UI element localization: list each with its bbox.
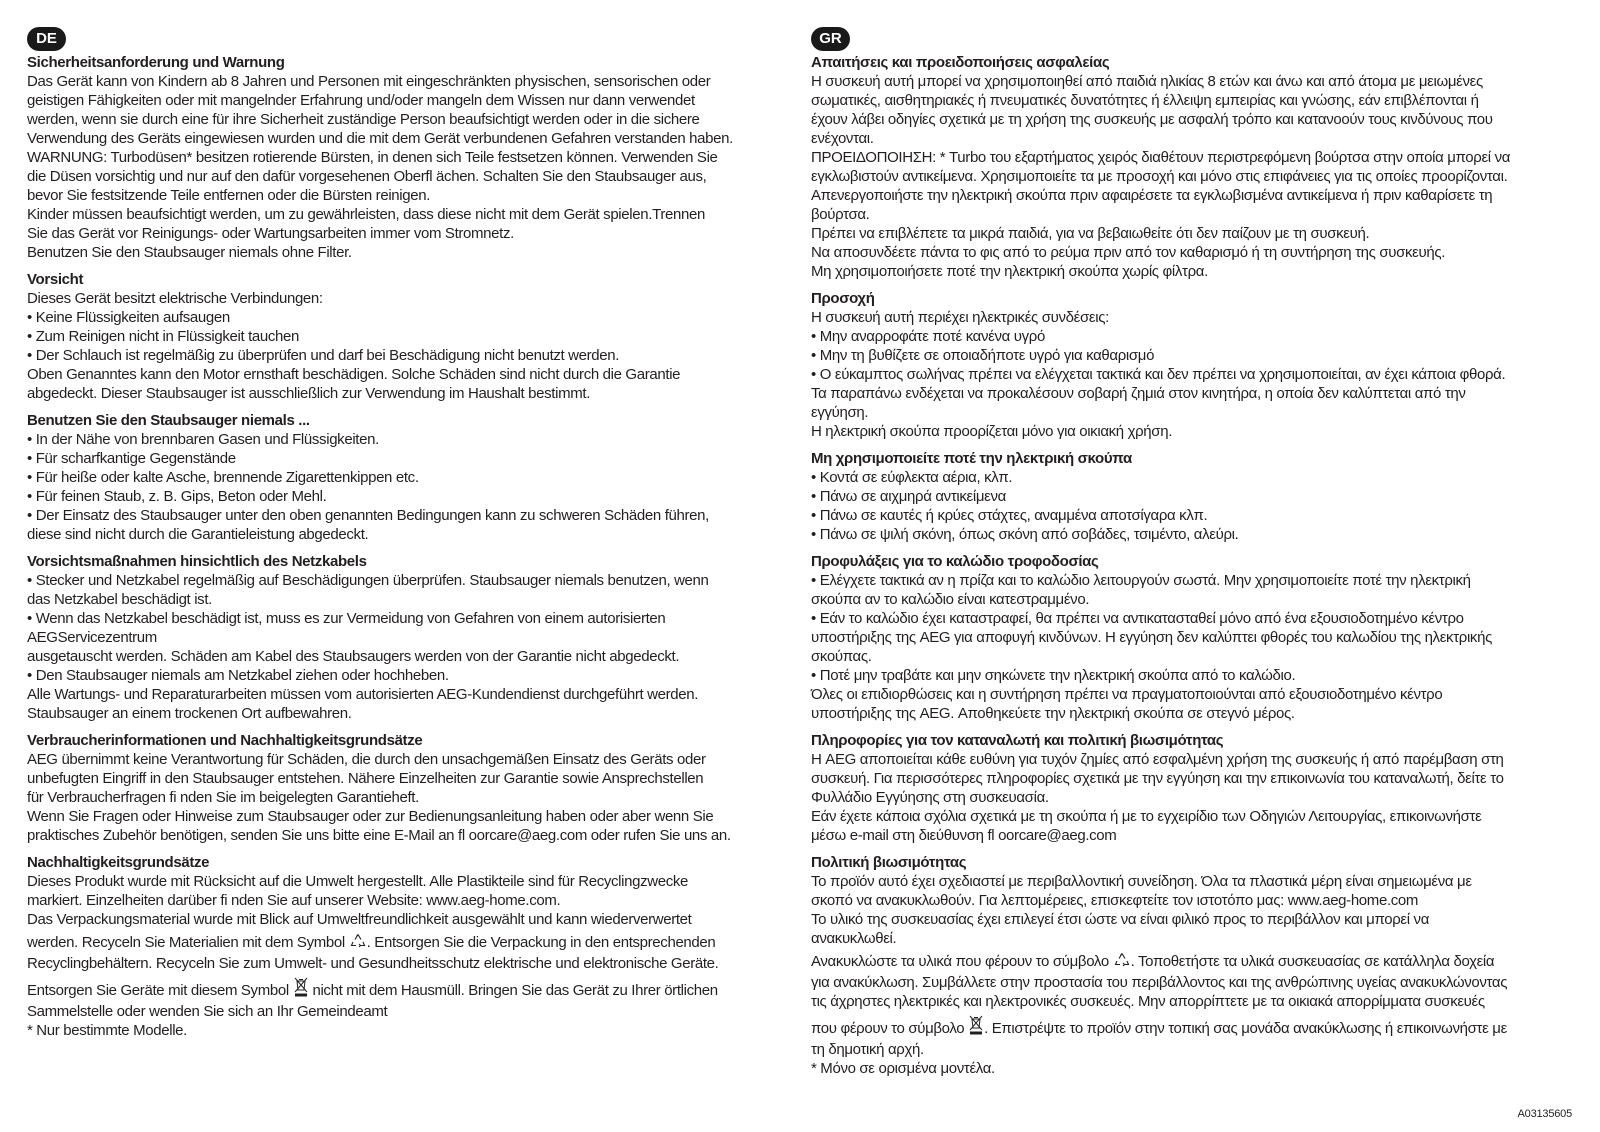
recycle-icon bbox=[1114, 952, 1130, 973]
text-line: εγκλωβιστούν αντικείμενα. Χρησιμοποιείτε τα με προσοχή και μόνο στις επιφάνειες για τις οποίες προορίζονται. bbox=[811, 168, 1508, 185]
text-line: βούρτσα. bbox=[811, 206, 870, 223]
section-heading: Μη χρησιμοποιείτε ποτέ την ηλεκτρική σκούπα bbox=[811, 450, 1132, 467]
text-line-with-symbol bbox=[811, 948, 1571, 973]
text-line: Kinder müssen beaufsichtigt werden, um zu gewährleisten, dass diese nicht mit dem Gerät spielen.Trennen bbox=[27, 206, 705, 223]
text-line: Η ηλεκτρική σκούπα προορίζεται μόνο για οικιακή χρήση. bbox=[811, 423, 1173, 440]
text-line: Εάν έχετε κάποια σχόλια σχετικά με τη σκούπα ή με το εγχειρίδιο των Οδηγιών Λειτουργίας, επικοινωνήστε bbox=[811, 808, 1482, 825]
text-line: Oben Genanntes kann den Motor ernsthaft beschädigen. Solche Schäden sind nicht durch die Garantie bbox=[27, 366, 681, 383]
text-segment: . Τοποθετήστε τα υλικά συσκευασίας σε κατάλληλα δοχεία bbox=[1130, 953, 1495, 970]
section-heading: Προφυλάξεις για το καλώδιο τροφοδοσίας bbox=[811, 553, 1099, 570]
text-line: • Μην τη βυθίζετε σε οποιαδήποτε υγρό για καθαρισμό bbox=[811, 347, 1155, 364]
text-line: AEGServicezentrum bbox=[27, 629, 157, 646]
text-line: • Πάνω σε αιχμηρά αντικείμενα bbox=[811, 488, 1006, 505]
text-line: ausgetauscht werden. Schäden am Kabel des Staubsaugers werden von der Garantie nicht abgedeckt. bbox=[27, 648, 680, 665]
text-segment: nicht mit dem Hausmüll. Bringen Sie das Gerät zu Ihrer örtlichen bbox=[308, 982, 718, 999]
document-code: A03135605 bbox=[1517, 1108, 1572, 1120]
section bbox=[27, 552, 787, 723]
text-line: Όλες οι επιδιορθώσεις και η συντήρηση πρέπει να πραγματοποιούνται από εξουσιοδοτημένο κέντρο bbox=[811, 686, 1443, 703]
section bbox=[27, 853, 787, 1040]
text-line: σκούπας. bbox=[811, 648, 872, 665]
text-line: σκούπα αν το καλώδιο είναι κατεστραμμένο. bbox=[811, 591, 1090, 608]
language-badge-de: DE bbox=[27, 27, 66, 51]
text-line: Wenn Sie Fragen oder Hinweise zum Staubsauger oder zur Bedienungsanleitung haben oder aber wenn Sie bbox=[27, 808, 714, 825]
text-line: AEG übernimmt keine Verantwortung für Schäden, die durch den unsachgemäßen Einsatz des Geräts oder bbox=[27, 751, 706, 768]
text-line: Απενεργοποιήστε την ηλεκτρική σκούπα πριν αφαιρέσετε τα εγκλωβισμένα αντικείμενα ή πριν καθαρίσετε τη bbox=[811, 187, 1493, 204]
text-line: έχουν λάβει οδηγίες σχετικά με τη χρήση της συσκευής με ασφαλή τρόπο και κατανοούν τους κινδύνους που bbox=[811, 111, 1493, 128]
text-line: Verwendung des Geräts eingewiesen wurden und die mit dem Gerät verbundenen Gefahren verstanden haben. bbox=[27, 130, 733, 147]
text-line: Dieses Produkt wurde mit Rücksicht auf die Umwelt hergestellt. Alle Plastikteile sind für Recyclingzwecke bbox=[27, 873, 689, 890]
text-line: σωματικές, αισθητηριακές ή πνευματικές δυνατότητες ή έλλειψη εμπειρίας και γνώσης, εάν επιβλέπονται ή bbox=[811, 92, 1479, 109]
text-line: • Κοντά σε εύφλεκτα αέρια, κλπ. bbox=[811, 469, 1013, 486]
recycle-icon bbox=[350, 933, 366, 954]
crossed-bin-icon bbox=[969, 1015, 983, 1040]
text-line: WARNUNG: Turbodüsen* besitzen rotierende Bürsten, in denen sich Teile festsetzen können. Verwenden Sie bbox=[27, 149, 718, 166]
text-line: • Den Staubsauger niemals am Netzkabel ziehen oder hochheben. bbox=[27, 667, 449, 684]
section-heading: Απαιτήσεις και προειδοποιήσεις ασφαλείας bbox=[811, 54, 1110, 71]
section-heading: Πολιτική βιωσιμότητας bbox=[811, 854, 967, 871]
text-line: ΠΡΟΕΙΔΟΠΟΙΗΣΗ: * Turbo του εξαρτήματος χειρός διαθέτουν περιστρεφόμενη βούρτσα στην οποία μπορεί να bbox=[811, 149, 1511, 166]
text-line: Dieses Gerät besitzt elektrische Verbindungen: bbox=[27, 290, 323, 307]
text-line: • Der Schlauch ist regelmäßig zu überprüfen und darf bei Beschädigung nicht benutzt werden. bbox=[27, 347, 620, 364]
text-line: Benutzen Sie den Staubsauger niemals ohne Filter. bbox=[27, 244, 352, 261]
crossed-bin-icon bbox=[294, 977, 308, 1002]
text-line: • Πάνω σε καυτές ή κρύες στάχτες, αναμμένα αποτσίγαρα κλπ. bbox=[811, 507, 1208, 524]
text-line: μέσω e-mail στη διεύθυνση fl oorcare@aeg.com bbox=[811, 827, 1117, 844]
text-line: • Πάνω σε ψιλή σκόνη, όπως σκόνη από σοβάδες, τσιμέντο, αλεύρι. bbox=[811, 526, 1239, 543]
section bbox=[27, 53, 787, 262]
text-line: • Für scharfkantige Gegenstände bbox=[27, 450, 236, 467]
text-line: praktisches Zubehör benötigen, senden Sie uns bitte eine E-Mail an fl oorcare@aeg.com oder rufen Sie uns an. bbox=[27, 827, 731, 844]
text-line: Alle Wartungs- und Reparaturarbeiten müssen vom autorisierten AEG-Kundendienst durchgeführt werden. bbox=[27, 686, 699, 703]
text-line: Staubsauger an einem trockenen Ort aufbewahren. bbox=[27, 705, 352, 722]
text-segment: Ανακυκλώστε τα υλικά που φέρουν το σύμβολο bbox=[811, 953, 1113, 970]
text-line: • Wenn das Netzkabel beschädigt ist, muss es zur Vermeidung von Gefahren von einem autorisierten bbox=[27, 610, 666, 627]
text-segment: werden. Recyceln Sie Materialien mit dem Symbol bbox=[27, 934, 349, 951]
section-heading: Vorsicht bbox=[27, 271, 84, 288]
text-line: das Netzkabel beschädigt ist. bbox=[27, 591, 212, 608]
text-line: werden, wenn sie durch eine für ihre Sicherheit zuständige Person beaufsichtigt werden oder in die sichere bbox=[27, 111, 700, 128]
section-heading: Πληροφορίες για τον καταναλωτή και πολιτική βιωσιμότητας bbox=[811, 732, 1224, 749]
text-line: Μη χρησιμοποιήσετε ποτέ την ηλεκτρική σκούπα χωρίς φίλτρα. bbox=[811, 263, 1208, 280]
section bbox=[27, 731, 787, 845]
section bbox=[811, 853, 1571, 1078]
column-greek bbox=[811, 27, 1571, 1078]
text-line: Το υλικό της συσκευασίας έχει επιλεγεί έτσι ώστε να είναι φιλικό προς το περιβάλλον και μπορεί να bbox=[811, 911, 1430, 928]
text-line: • Der Einsatz des Staubsauger unter den oben genannten Bedingungen kann zu schweren Schäden führen, bbox=[27, 507, 709, 524]
text-line: Das Verpackungsmaterial wurde mit Blick auf Umweltfreundlichkeit ausgewählt und kann wiederverwertet bbox=[27, 911, 692, 928]
text-line: Το προϊόν αυτό έχει σχεδιαστεί με περιβαλλοντική συνείδηση. Όλα τα πλαστικά μέρη είναι σημειωμένα με bbox=[811, 873, 1472, 890]
section-heading: Benutzen Sie den Staubsauger niemals ... bbox=[27, 412, 310, 429]
text-line: • Keine Flüssigkeiten aufsaugen bbox=[27, 309, 230, 326]
text-segment: . Επιστρέψτε το προϊόν στην τοπική σας μονάδα ανακύκλωσης ή επικοινωνήστε με bbox=[984, 1020, 1507, 1037]
section-heading: Verbraucherinformationen und Nachhaltigkeitsgrundsätze bbox=[27, 732, 423, 749]
text-line: bevor Sie festsitzende Teile entfernen oder die Bürsten reinigen. bbox=[27, 187, 431, 204]
text-segment: που φέρουν το σύμβολο bbox=[811, 1020, 969, 1037]
column-german bbox=[27, 27, 787, 1040]
text-line: für Verbraucherfragen fi nden Sie im beigelegten Garantieheft. bbox=[27, 789, 419, 806]
text-line: • Ποτέ μην τραβάτε και μην σηκώνετε την ηλεκτρική σκούπα από το καλώδιο. bbox=[811, 667, 1296, 684]
text-line: για ανακύκλωση. Συμβάλλετε στην προστασία του περιβάλλοντος και της ανθρώπινης υγείας ανακυκλώνοντας bbox=[811, 974, 1508, 991]
section bbox=[27, 270, 787, 403]
language-badge-gr: GR bbox=[811, 27, 850, 51]
section bbox=[811, 552, 1571, 723]
text-line: abgedeckt. Dieser Staubsauger ist ausschließlich zur Verwendung im Haushalt bestimmt. bbox=[27, 385, 591, 402]
text-line: • Εάν το καλώδιο έχει καταστραφεί, θα πρέπει να αντικατασταθεί μόνο από ένα εξουσιοδοτημένο κέντρο bbox=[811, 610, 1464, 627]
text-line: τις άχρηστες ηλεκτρικές και ηλεκτρονικές συσκευές. Μην απορρίπτετε με τα οικιακά απορρίμματα συσκευές bbox=[811, 993, 1485, 1010]
section-heading: Sicherheitsanforderung und Warnung bbox=[27, 54, 285, 71]
text-line: * Nur bestimmte Modelle. bbox=[27, 1022, 187, 1039]
text-line-with-symbol bbox=[27, 929, 787, 954]
text-line: geistigen Fähigkeiten oder mit mangelnder Erfahrung und/oder mangeln dem Wissen nur dann verwendet bbox=[27, 92, 695, 109]
text-line: Πρέπει να επιβλέπετε τα μικρά παιδιά, για να βεβαιωθείτε ότι δεν παίζουν με τη συσκευή. bbox=[811, 225, 1370, 242]
text-line: Η συσκευή αυτή περιέχει ηλεκτρικές συνδέσεις: bbox=[811, 309, 1109, 326]
text-line: * Μόνο σε ορισμένα μοντέλα. bbox=[811, 1060, 995, 1077]
text-line: Φυλλάδιο Εγγύησης στη συσκευασία. bbox=[811, 789, 1049, 806]
text-line: ανακυκλωθεί. bbox=[811, 930, 897, 947]
sections bbox=[27, 53, 787, 1040]
text-line: ενέχονται. bbox=[811, 130, 874, 147]
section bbox=[811, 289, 1571, 441]
section bbox=[811, 731, 1571, 845]
section-heading: Προσοχή bbox=[811, 290, 875, 307]
text-line: diese sind nicht durch die Garantieleistung abgedeckt. bbox=[27, 526, 369, 543]
text-line: Η AEG αποποιείται κάθε ευθύνη για τυχόν ζημίες από εσφαλμένη χρήση της συσκευής ή από παρέμβαση στη bbox=[811, 751, 1504, 768]
text-line: εγγύηση. bbox=[811, 404, 869, 421]
text-line: • Zum Reinigen nicht in Flüssigkeit tauchen bbox=[27, 328, 300, 345]
section bbox=[811, 53, 1571, 281]
text-line: • Für feinen Staub, z. B. Gips, Beton oder Mehl. bbox=[27, 488, 327, 505]
text-line: υποστήριξης της AEG για αποφυγή κινδύνων. Η εγγύηση δεν καλύπτει φθορές του καλωδίου της ηλεκτρικής bbox=[811, 629, 1492, 646]
section-heading: Vorsichtsmaßnahmen hinsichtlich des Netzkabels bbox=[27, 553, 367, 570]
text-line: Sammelstelle oder wenden Sie sich an Ihr Gemeindeamt bbox=[27, 1003, 388, 1020]
text-line: Η συσκευή αυτή μπορεί να χρησιμοποιηθεί από παιδιά ηλικίας 8 ετών και άνω και από άτομα με μειωμένες bbox=[811, 73, 1483, 90]
text-line: die Düsen vorsichtig und nur auf den dafür vorgesehenen Oberfl ächen. Schalten Sie den Staubsauger aus, bbox=[27, 168, 707, 185]
text-line: τη δημοτική αρχή. bbox=[811, 1041, 924, 1058]
text-line: • Μην αναρροφάτε ποτέ κανένα υγρό bbox=[811, 328, 1045, 345]
section bbox=[811, 449, 1571, 544]
sections bbox=[811, 53, 1571, 1078]
text-line: unbefugten Eingriff in den Staubsauger entstehen. Nähere Einzelheiten zur Garantie sowie Ansprechstellen bbox=[27, 770, 704, 787]
text-line: Τα παραπάνω ενδέχεται να προκαλέσουν σοβαρή ζημιά στον κινητήρα, η οποία δεν καλύπτεται από την bbox=[811, 385, 1466, 402]
text-line: • Ελέγχετε τακτικά αν η πρίζα και το καλώδιο λειτουργούν σωστά. Μην χρησιμοποιείτε ποτέ την ηλεκτρική bbox=[811, 572, 1471, 589]
text-line: • Stecker und Netzkabel regelmäßig auf Beschädigungen überprüfen. Staubsauger niemals benutzen, wenn bbox=[27, 572, 709, 589]
text-line: markiert. Einzelheiten darüber fi nden Sie auf unserer Website: www.aeg-home.com. bbox=[27, 892, 561, 909]
text-line-with-symbol bbox=[27, 973, 787, 1002]
text-line: Να αποσυνδέετε πάντα το φις από το ρεύμα πριν από τον καθαρισμό ή τη συντήρηση της συσκευής. bbox=[811, 244, 1446, 261]
text-segment: . Entsorgen Sie die Verpackung in den entsprechenden bbox=[366, 934, 716, 951]
text-line: • Ο εύκαμπτος σωλήνας πρέπει να ελέγχεται τακτικά και δεν πρέπει να χρησιμοποιείται, αν έχει κάποια φθορά. bbox=[811, 366, 1506, 383]
text-line: • In der Nähe von brennbaren Gasen und Flüssigkeiten. bbox=[27, 431, 379, 448]
text-line: συσκευή. Για περισσότερες πληροφορίες σχετικά με την εγγύηση και την επικοινωνία του καταναλωτή, δείτε το bbox=[811, 770, 1504, 787]
text-line: Sie das Gerät vor Reinigungs- oder Wartungsarbeiten immer vom Stromnetz. bbox=[27, 225, 514, 242]
text-line-with-symbol bbox=[811, 1011, 1571, 1040]
section-heading: Nachhaltigkeitsgrundsätze bbox=[27, 854, 210, 871]
section bbox=[27, 411, 787, 544]
text-line: Recyclingbehältern. Recyceln Sie zum Umwelt- und Gesundheitsschutz elektrische und elektronische Geräte. bbox=[27, 955, 719, 972]
text-line: • Für heiße oder kalte Asche, brennende Zigarettenkippen etc. bbox=[27, 469, 419, 486]
text-line: Das Gerät kann von Kindern ab 8 Jahren und Personen mit eingeschränkten physischen, sensorischen oder bbox=[27, 73, 711, 90]
text-line: υποστήριξης της AEG. Αποθηκεύετε την ηλεκτρική σκούπα σε στεγνό μέρος. bbox=[811, 705, 1295, 722]
text-line: σκοπό να ανακυκλωθούν. Για λεπτομέρειες, επισκεφτείτε τον ιστοτόπο μας: www.aeg-home.com bbox=[811, 892, 1419, 909]
text-segment: Entsorgen Sie Geräte mit diesem Symbol bbox=[27, 982, 293, 999]
